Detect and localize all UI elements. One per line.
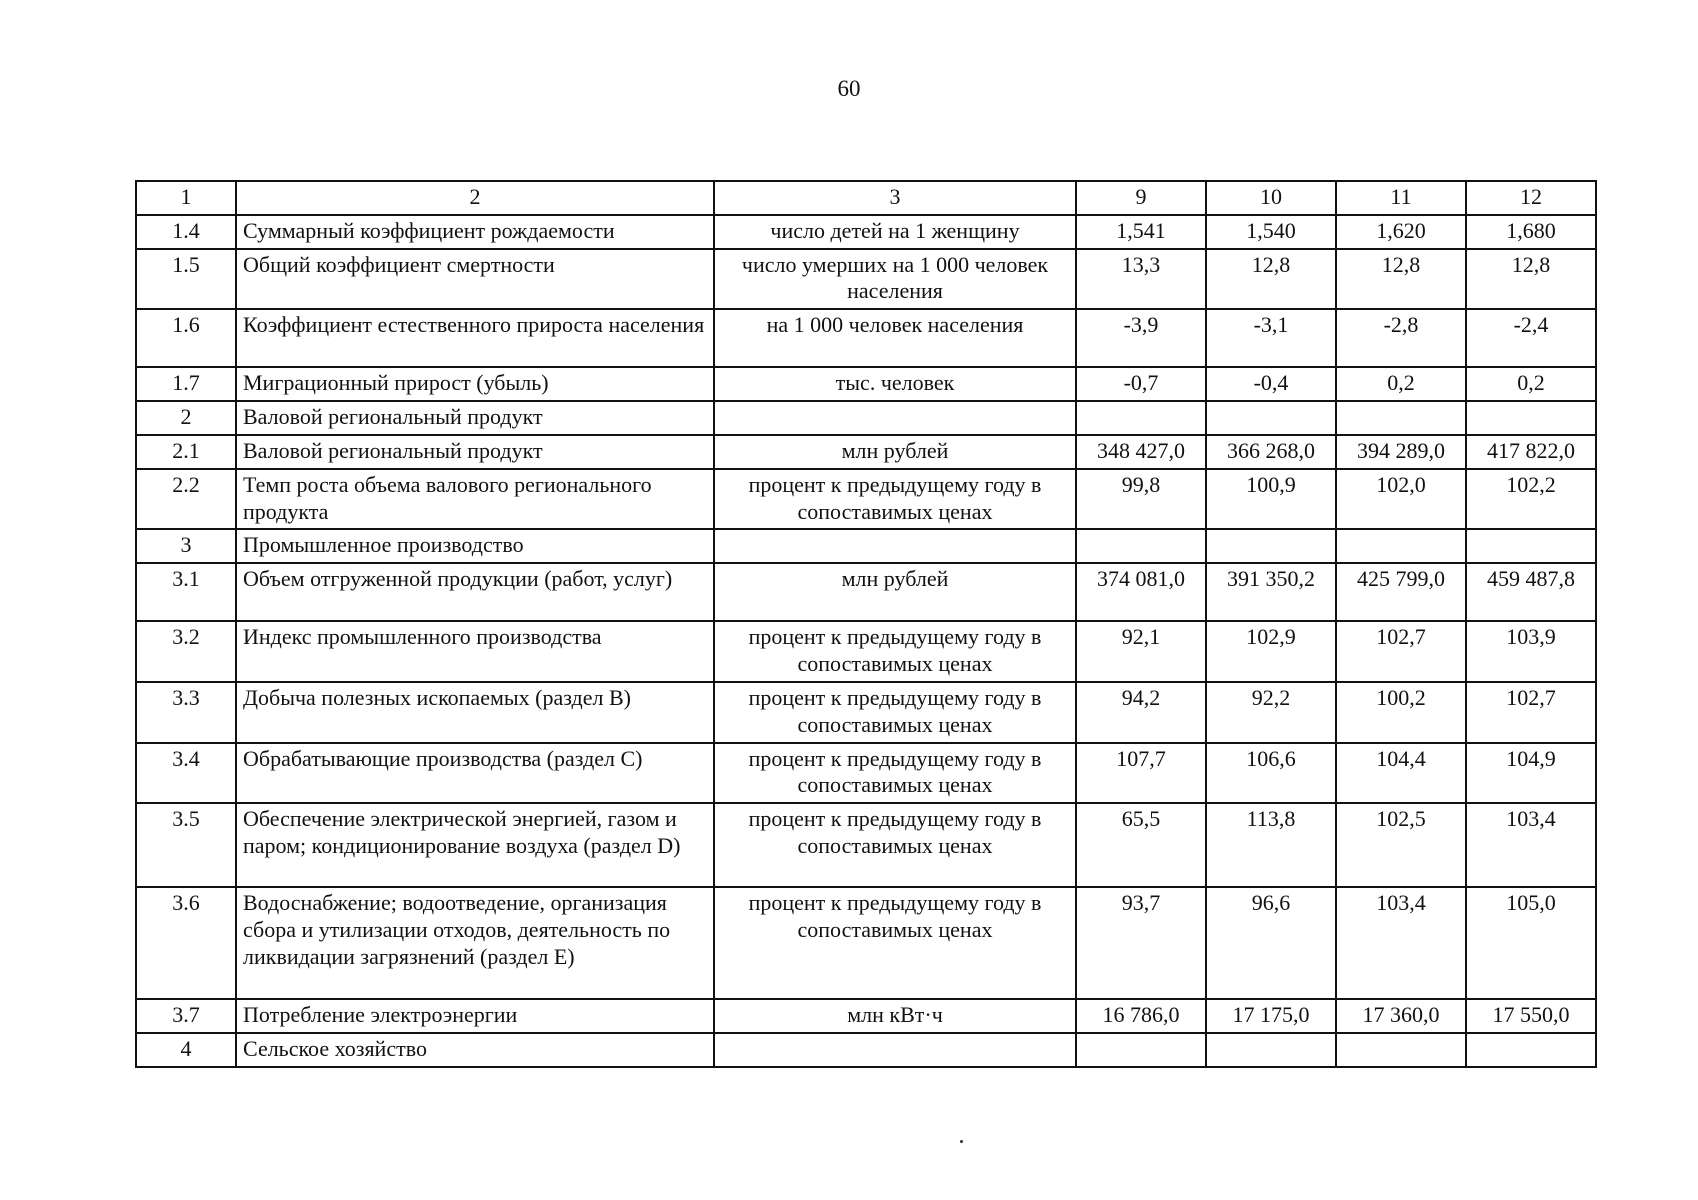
header-cell: 11 bbox=[1336, 181, 1466, 215]
value-cell: -2,8 bbox=[1336, 309, 1466, 367]
table-row bbox=[136, 803, 1596, 887]
value-cell: 105,0 bbox=[1466, 887, 1596, 999]
header-cell: 1 bbox=[136, 181, 236, 215]
unit-cell: процент к предыдущему году в сопоставимых ценах bbox=[714, 743, 1076, 804]
value-cell: 1,620 bbox=[1336, 215, 1466, 249]
value-cell: 94,2 bbox=[1076, 682, 1206, 743]
header-cell: 12 bbox=[1466, 181, 1596, 215]
value-cell: 417 822,0 bbox=[1466, 435, 1596, 469]
row-number-cell: 3.4 bbox=[136, 743, 236, 804]
row-number-cell: 3.5 bbox=[136, 803, 236, 887]
value-cell: 16 786,0 bbox=[1076, 999, 1206, 1033]
page-number: 60 bbox=[837, 76, 861, 101]
row-number-cell: 1.6 bbox=[136, 309, 236, 367]
row-number-cell: 3.3 bbox=[136, 682, 236, 743]
row-number-cell: 1.4 bbox=[136, 215, 236, 249]
indicator-name-cell: Валовой региональный продукт bbox=[236, 435, 714, 469]
value-cell bbox=[1206, 401, 1336, 435]
unit-cell bbox=[714, 529, 1076, 563]
value-cell: 391 350,2 bbox=[1206, 563, 1336, 621]
indicator-name-cell: Миграционный прирост (убыль) bbox=[236, 367, 714, 401]
indicator-name-cell: Индекс промышленного производства bbox=[236, 621, 714, 682]
table-row bbox=[136, 215, 1596, 249]
value-cell: 0,2 bbox=[1336, 367, 1466, 401]
value-cell bbox=[1206, 1033, 1336, 1067]
header-cell: 2 bbox=[236, 181, 714, 215]
value-cell: 100,2 bbox=[1336, 682, 1466, 743]
table-row bbox=[136, 469, 1596, 530]
value-cell: 103,4 bbox=[1336, 887, 1466, 999]
value-cell: 425 799,0 bbox=[1336, 563, 1466, 621]
unit-cell: тыс. человек bbox=[714, 367, 1076, 401]
value-cell: 96,6 bbox=[1206, 887, 1336, 999]
value-cell: 102,5 bbox=[1336, 803, 1466, 887]
row-number-cell: 3.2 bbox=[136, 621, 236, 682]
table-row bbox=[136, 249, 1596, 310]
value-cell: 1,680 bbox=[1466, 215, 1596, 249]
value-cell bbox=[1076, 1033, 1206, 1067]
value-cell: 103,9 bbox=[1466, 621, 1596, 682]
value-cell: 459 487,8 bbox=[1466, 563, 1596, 621]
value-cell: 12,8 bbox=[1206, 249, 1336, 310]
table-header-row bbox=[136, 181, 1596, 215]
value-cell: -3,1 bbox=[1206, 309, 1336, 367]
row-number-cell: 2 bbox=[136, 401, 236, 435]
value-cell: 0,2 bbox=[1466, 367, 1596, 401]
value-cell: 104,9 bbox=[1466, 743, 1596, 804]
value-cell: 93,7 bbox=[1076, 887, 1206, 999]
indicator-name-cell: Коэффициент естественного прироста населения bbox=[236, 309, 714, 367]
unit-cell: процент к предыдущему году в сопоставимых ценах bbox=[714, 887, 1076, 999]
table-row bbox=[136, 682, 1596, 743]
value-cell: 1,540 bbox=[1206, 215, 1336, 249]
value-cell: 102,7 bbox=[1466, 682, 1596, 743]
unit-cell: процент к предыдущему году в сопоставимых ценах bbox=[714, 621, 1076, 682]
value-cell: 394 289,0 bbox=[1336, 435, 1466, 469]
row-number-cell: 3 bbox=[136, 529, 236, 563]
value-cell: 92,1 bbox=[1076, 621, 1206, 682]
unit-cell: число умерших на 1 000 человек населения bbox=[714, 249, 1076, 310]
value-cell: -0,7 bbox=[1076, 367, 1206, 401]
table-row bbox=[136, 999, 1596, 1033]
indicator-name-cell: Водоснабжение; водоотведение, организация сбора и утилизации отходов, деятельность по ликвидации загрязнений (раздел E) bbox=[236, 887, 714, 999]
indicator-name-cell: Потребление электроэнергии bbox=[236, 999, 714, 1033]
value-cell bbox=[1336, 1033, 1466, 1067]
indicator-name-cell: Добыча полезных ископаемых (раздел B) bbox=[236, 682, 714, 743]
row-number-cell: 1.5 bbox=[136, 249, 236, 310]
row-number-cell: 3.7 bbox=[136, 999, 236, 1033]
table-row bbox=[136, 621, 1596, 682]
value-cell: 17 360,0 bbox=[1336, 999, 1466, 1033]
value-cell: 13,3 bbox=[1076, 249, 1206, 310]
value-cell: 106,6 bbox=[1206, 743, 1336, 804]
value-cell: -2,4 bbox=[1466, 309, 1596, 367]
value-cell: 102,9 bbox=[1206, 621, 1336, 682]
indicators-table bbox=[135, 180, 1597, 1068]
unit-cell: процент к предыдущему году в сопоставимых ценах bbox=[714, 682, 1076, 743]
value-cell bbox=[1206, 529, 1336, 563]
value-cell: -0,4 bbox=[1206, 367, 1336, 401]
unit-cell bbox=[714, 1033, 1076, 1067]
value-cell bbox=[1336, 529, 1466, 563]
table-row bbox=[136, 401, 1596, 435]
unit-cell: млн рублей bbox=[714, 563, 1076, 621]
row-number-cell: 4 bbox=[136, 1033, 236, 1067]
unit-cell: процент к предыдущему году в сопоставимых ценах bbox=[714, 469, 1076, 530]
value-cell: 107,7 bbox=[1076, 743, 1206, 804]
row-number-cell: 2.2 bbox=[136, 469, 236, 530]
unit-cell: млн рублей bbox=[714, 435, 1076, 469]
value-cell: 348 427,0 bbox=[1076, 435, 1206, 469]
value-cell: 92,2 bbox=[1206, 682, 1336, 743]
value-cell: 100,9 bbox=[1206, 469, 1336, 530]
row-number-cell: 1.7 bbox=[136, 367, 236, 401]
header-cell: 10 bbox=[1206, 181, 1336, 215]
header-cell: 3 bbox=[714, 181, 1076, 215]
value-cell: 12,8 bbox=[1466, 249, 1596, 310]
indicator-name-cell: Темп роста объема валового регионального продукта bbox=[236, 469, 714, 530]
indicator-name-cell: Общий коэффициент смертности bbox=[236, 249, 714, 310]
value-cell: -3,9 bbox=[1076, 309, 1206, 367]
table-row bbox=[136, 435, 1596, 469]
table-row bbox=[136, 367, 1596, 401]
unit-cell bbox=[714, 401, 1076, 435]
value-cell: 65,5 bbox=[1076, 803, 1206, 887]
indicator-name-cell: Сельское хозяйство bbox=[236, 1033, 714, 1067]
value-cell bbox=[1466, 1033, 1596, 1067]
value-cell: 374 081,0 bbox=[1076, 563, 1206, 621]
indicator-name-cell: Промышленное производство bbox=[236, 529, 714, 563]
indicator-name-cell: Объем отгруженной продукции (работ, услуг) bbox=[236, 563, 714, 621]
value-cell bbox=[1076, 401, 1206, 435]
table-row bbox=[136, 309, 1596, 367]
indicator-name-cell: Обеспечение электрической энергией, газом и паром; кондиционирование воздуха (раздел D) bbox=[236, 803, 714, 887]
row-number-cell: 3.6 bbox=[136, 887, 236, 999]
value-cell: 366 268,0 bbox=[1206, 435, 1336, 469]
table-row bbox=[136, 1033, 1596, 1067]
value-cell: 102,7 bbox=[1336, 621, 1466, 682]
table-row bbox=[136, 743, 1596, 804]
value-cell bbox=[1076, 529, 1206, 563]
header-cell: 9 bbox=[1076, 181, 1206, 215]
table-row bbox=[136, 887, 1596, 999]
unit-cell: млн кВт·ч bbox=[714, 999, 1076, 1033]
scan-speck bbox=[960, 1140, 963, 1143]
unit-cell: процент к предыдущему году в сопоставимых ценах bbox=[714, 803, 1076, 887]
indicator-name-cell: Суммарный коэффициент рождаемости bbox=[236, 215, 714, 249]
unit-cell: число детей на 1 женщину bbox=[714, 215, 1076, 249]
unit-cell: на 1 000 человек населения bbox=[714, 309, 1076, 367]
indicator-name-cell: Обрабатывающие производства (раздел C) bbox=[236, 743, 714, 804]
value-cell: 99,8 bbox=[1076, 469, 1206, 530]
table-row bbox=[136, 529, 1596, 563]
value-cell: 102,2 bbox=[1466, 469, 1596, 530]
value-cell: 103,4 bbox=[1466, 803, 1596, 887]
value-cell: 1,541 bbox=[1076, 215, 1206, 249]
value-cell bbox=[1466, 401, 1596, 435]
row-number-cell: 3.1 bbox=[136, 563, 236, 621]
value-cell: 113,8 bbox=[1206, 803, 1336, 887]
value-cell bbox=[1466, 529, 1596, 563]
value-cell: 17 175,0 bbox=[1206, 999, 1336, 1033]
table-row bbox=[136, 563, 1596, 621]
value-cell: 102,0 bbox=[1336, 469, 1466, 530]
value-cell: 12,8 bbox=[1336, 249, 1466, 310]
value-cell: 17 550,0 bbox=[1466, 999, 1596, 1033]
value-cell: 104,4 bbox=[1336, 743, 1466, 804]
indicator-name-cell: Валовой региональный продукт bbox=[236, 401, 714, 435]
row-number-cell: 2.1 bbox=[136, 435, 236, 469]
value-cell bbox=[1336, 401, 1466, 435]
